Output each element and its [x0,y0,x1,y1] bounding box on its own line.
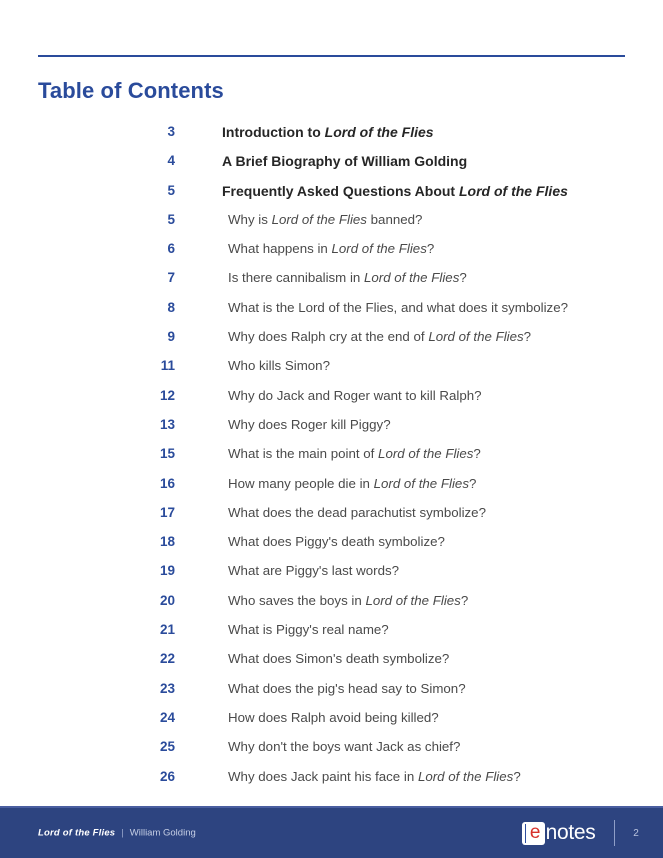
toc-entry-page-number: 11 [160,358,175,374]
toc-entry-label: Introduction to Lord of the Flies [222,124,434,140]
toc-entry[interactable] [0,620,663,649]
toc-entry[interactable] [0,298,663,327]
toc-entry[interactable] [0,151,663,180]
toc-entry-page-number: 7 [167,270,175,286]
toc-entry-label: Why do Jack and Roger want to kill Ralph? [228,387,482,403]
toc-entry-label: Why is Lord of the Flies banned? [228,211,423,227]
toc-entry-page-number: 3 [167,124,175,139]
toc-entry-label: What is the Lord of the Flies, and what does it symbolize? [228,299,568,315]
toc-entry-page-number: 8 [167,299,175,315]
toc-entry-label: What happens in Lord of the Flies? [228,241,435,257]
toc-entry[interactable] [0,591,663,620]
toc-entry-page-number: 17 [159,504,175,520]
toc-entry-label: What does the pig's head say to Simon? [228,680,466,696]
toc-entry-page-number: 6 [167,241,175,257]
toc-entry-label: What does Piggy's death symbolize? [228,534,445,550]
footer-book-title: Lord of the Flies [38,827,116,839]
enotes-logo-letter: e [529,822,541,843]
toc-entry-label: Why does Roger kill Piggy? [228,416,391,432]
toc-entry[interactable] [0,561,663,590]
toc-entry[interactable] [0,737,663,766]
toc-entry[interactable] [0,210,663,239]
toc-entry-page-number: 16 [159,475,175,491]
toc-entry[interactable] [0,767,663,796]
toc-entry[interactable] [0,122,663,151]
toc-entry-label: Why does Ralph cry at the end of Lord of the Flies? [228,329,532,345]
toc-entry[interactable] [0,268,663,297]
footer-separator: | [121,827,124,839]
toc-entry-page-number: 25 [159,739,175,755]
toc-entry-label: What is the main point of Lord of the Flies? [228,446,481,462]
toc-entry-label: What are Piggy's last words? [228,563,400,579]
page-title: Table of Contents [38,78,224,103]
toc-entry-page-number: 26 [159,768,175,784]
toc-entry-label: Frequently Asked Questions About Lord of the Flies [222,182,568,199]
footer-page-number: 2 [633,827,639,839]
toc-entry-label: What does Simon's death symbolize? [228,651,450,667]
toc-entry-label: Who kills Simon? [228,358,330,374]
table-of-contents-list [0,122,663,796]
toc-entry-page-number: 15 [159,446,175,462]
header-rule [38,55,625,57]
toc-entry-label: A Brief Biography of William Golding [222,153,468,170]
toc-entry-page-number: 5 [167,211,175,227]
toc-entry-page-number: 23 [159,680,175,696]
toc-entry-page-number: 5 [167,182,175,198]
toc-entry-label: What is Piggy's real name? [228,622,389,638]
toc-entry-label: Why does Jack paint his face in Lord of the Flies? [228,768,521,784]
toc-entry-label: How does Ralph avoid being killed? [228,709,439,725]
toc-entry-page-number: 12 [159,387,175,403]
footer-author-name: William Golding [129,827,196,839]
toc-entry-page-number: 20 [159,592,175,608]
footer-divider [614,820,616,846]
toc-entry[interactable] [0,532,663,561]
toc-entry-page-number: 4 [167,153,175,169]
enotes-logo-wordmark: notes [545,821,596,844]
toc-entry[interactable] [0,181,663,210]
toc-entry-label: Is there cannibalism in Lord of the Flies? [228,270,467,286]
toc-entry[interactable] [0,415,663,444]
toc-entry[interactable] [0,649,663,678]
toc-entry-label: How many people die in Lord of the Flies? [228,475,477,491]
enotes-logo[interactable] [522,822,596,845]
toc-entry-page-number: 13 [159,416,175,432]
toc-entry-page-number: 21 [159,622,175,638]
toc-entry-page-number: 22 [159,651,175,667]
toc-entry-page-number: 19 [159,563,175,579]
toc-entry-label: Who saves the boys in Lord of the Flies? [228,592,469,608]
toc-entry[interactable] [0,444,663,473]
page-footer [0,806,663,858]
toc-entry-label: Why don't the boys want Jack as chief? [228,739,461,755]
footer-book-info [38,828,196,839]
toc-entry[interactable] [0,327,663,356]
toc-entry-page-number: 9 [167,329,175,345]
toc-entry-label: What does the dead parachutist symbolize? [228,504,486,520]
toc-entry-page-number: 24 [159,709,175,725]
toc-entry[interactable] [0,503,663,532]
toc-entry[interactable] [0,474,663,503]
toc-entry-page-number: 18 [159,534,175,550]
toc-entry[interactable] [0,239,663,268]
toc-entry[interactable] [0,356,663,385]
toc-entry[interactable] [0,708,663,737]
toc-entry[interactable] [0,386,663,415]
enotes-logo-mark-icon [522,822,545,845]
footer-brand-area [522,820,641,846]
toc-entry[interactable] [0,679,663,708]
